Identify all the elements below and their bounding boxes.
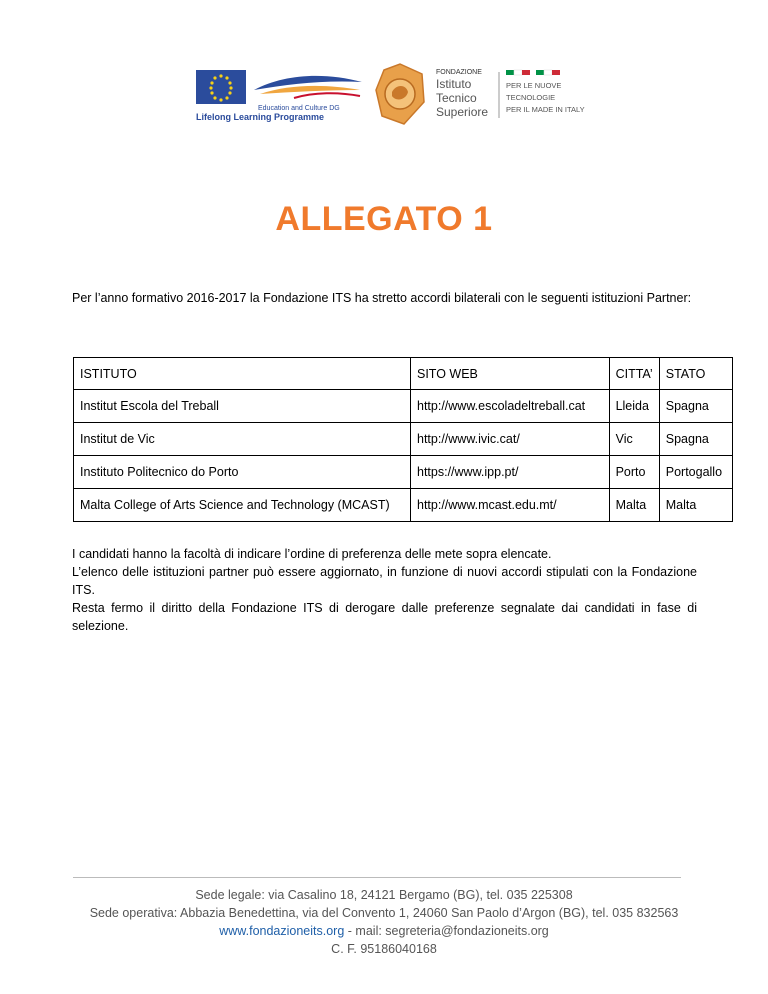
cell-sito-web: http://www.ivic.cat/ <box>411 423 610 456</box>
fondazione-its-logo <box>372 62 602 126</box>
svg-text:PER LE NUOVE: PER LE NUOVE <box>506 81 562 90</box>
table-row <box>74 423 733 456</box>
notes-section <box>72 545 697 635</box>
website-link[interactable]: www.fondazioneits.org <box>219 924 345 938</box>
footer-operational-address: Sede operativa: Abbazia Benedettina, via del Convento 1, 24060 San Paolo d’Argon (BG), tel. 035 832563 <box>89 906 679 920</box>
footer <box>0 886 768 958</box>
svg-text:Istituto: Istituto <box>436 77 472 91</box>
svg-text:Education and Culture DG: Education and Culture DG <box>258 105 340 112</box>
svg-text:Lifelong Learning Programme: Lifelong Learning Programme <box>196 112 325 122</box>
note-paragraph: L’elenco delle istituzioni partner può essere aggiornato, in funzione di nuovi accordi stipulati con la Fondazione ITS. <box>72 565 697 597</box>
svg-text:TECNOLOGIE: TECNOLOGIE <box>506 93 556 102</box>
cell-citta: Porto <box>609 456 659 489</box>
header-stato: STATO <box>659 358 732 390</box>
cell-istituto: Instituto Politecnico do Porto <box>74 456 411 489</box>
cell-citta: Malta <box>609 489 659 522</box>
cell-sito-web: http://www.escoladeltreball.cat <box>411 390 610 423</box>
table-row <box>74 489 733 522</box>
footer-tax-code: C. F. 95186040168 <box>331 942 437 956</box>
header-logos <box>190 60 590 128</box>
cell-stato: Portogallo <box>659 456 732 489</box>
cell-citta: Vic <box>609 423 659 456</box>
note-paragraph: Resta fermo il diritto della Fondazione ITS di derogare dalle preferenze segnalate dai candidati in fase di selezione. <box>72 601 697 633</box>
eu-lifelong-learning-logo <box>194 68 364 124</box>
cell-istituto: Malta College of Arts Science and Technology (MCAST) <box>74 489 411 522</box>
header-citta: CITTA’ <box>609 358 659 390</box>
cell-sito-web: https://www.ipp.pt/ <box>411 456 610 489</box>
svg-text:FONDAZIONE: FONDAZIONE <box>436 69 482 76</box>
footer-contacts <box>0 922 768 940</box>
cell-citta: Lleida <box>609 390 659 423</box>
svg-text:Tecnico: Tecnico <box>436 91 477 105</box>
document-title: ALLEGATO 1 <box>275 200 493 238</box>
table-row <box>74 456 733 489</box>
svg-text:PER IL MADE IN ITALY: PER IL MADE IN ITALY <box>506 105 585 114</box>
cell-istituto: Institut Escola del Treball <box>74 390 411 423</box>
svg-text:Superiore: Superiore <box>436 105 489 119</box>
cell-istituto: Institut de Vic <box>74 423 411 456</box>
footer-legal-address: Sede legale: via Casalino 18, 24121 Bergamo (BG), tel. 035 225308 <box>195 888 573 902</box>
footer-divider <box>73 877 681 878</box>
partners-table <box>73 357 733 522</box>
cell-sito-web: http://www.mcast.edu.mt/ <box>411 489 610 522</box>
intro-paragraph: Per l’anno formativo 2016-2017 la Fondazione ITS ha stretto accordi bilaterali con le seguenti istituzioni Partner: <box>72 291 692 305</box>
cell-stato: Malta <box>659 489 732 522</box>
header-istituto: ISTITUTO <box>74 358 411 390</box>
cell-stato: Spagna <box>659 390 732 423</box>
footer-mail: - mail: segreteria@fondazioneits.org <box>344 924 549 938</box>
table-row <box>74 390 733 423</box>
cell-stato: Spagna <box>659 423 732 456</box>
table-header-row <box>74 358 733 390</box>
note-paragraph: I candidati hanno la facoltà di indicare l’ordine di preferenza delle mete sopra elencate. <box>72 547 552 561</box>
header-sito-web: SITO WEB <box>411 358 610 390</box>
